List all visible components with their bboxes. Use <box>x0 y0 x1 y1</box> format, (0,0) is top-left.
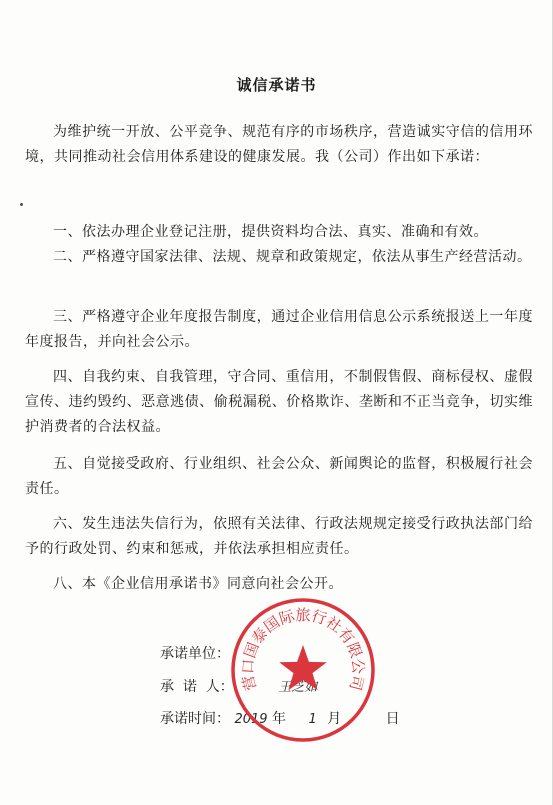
time-month: 1 <box>308 712 317 727</box>
intro-paragraph: 为维护统一开放、公平竞争、规范有序的市场秩序，营造诚实守信的信用环境，共同推动社会信用体系建设的健康发展。我（公司）作出如下承诺： <box>25 124 533 165</box>
commitment-item-1: 一、依法办理企业登记注册，提供资料均合法、真实、准确和有效。 <box>53 224 488 240</box>
commitment-item-8: 八、本《企业信用承诺书》同意向社会公开。 <box>53 576 343 592</box>
company-seal <box>228 595 378 745</box>
time-day-unit: 日 <box>385 711 400 727</box>
stray-dot <box>20 203 23 206</box>
commitment-item-6: 六、发生违法失信行为，依照有关法律、行政法规规定接受行政执法部门给予的行政处罚、约束和惩戒，并依法承担相应责任。 <box>25 516 533 557</box>
time-year-unit: 年 <box>272 711 286 727</box>
commitment-item-4: 四、自我约束、自我管理，守合同、重信用，不制假售假、商标侵权、虚假宣传、违约毁约、恶意逃债、偷税漏税、价格欺诈、垄断和不正当竞争，切实维护消费者的合法权益。 <box>25 369 533 435</box>
time-year: 2019 <box>234 712 268 727</box>
commitment-item-3: 三、严格遵守企业年度报告制度，通过企业信用信息公示系统报送上一年度年度报告，并向社会公示。 <box>25 309 533 350</box>
unit-label: 承诺单位： <box>160 646 230 662</box>
document-title: 诚信承诺书 <box>236 76 317 94</box>
seal-star-icon <box>279 645 327 690</box>
commitment-item-2: 二、严格遵守国家法律、法规、规章和政策规定，依法从事生产经营活动。 <box>53 249 532 265</box>
commitment-item-5: 五、自觉接受政府、行业组织、社会公众、新闻舆论的监督，积极履行社会责任。 <box>25 456 533 497</box>
signature-unit-row <box>160 643 230 663</box>
time-month-unit: 月 <box>327 711 342 727</box>
person-label: 承 诺 人： <box>160 679 234 695</box>
seal-text: 营口国泰国际旅行社有限公司 <box>238 605 368 693</box>
time-label: 承诺时间： <box>160 711 230 727</box>
person-handwritten-name: 王芝如 <box>278 680 318 695</box>
